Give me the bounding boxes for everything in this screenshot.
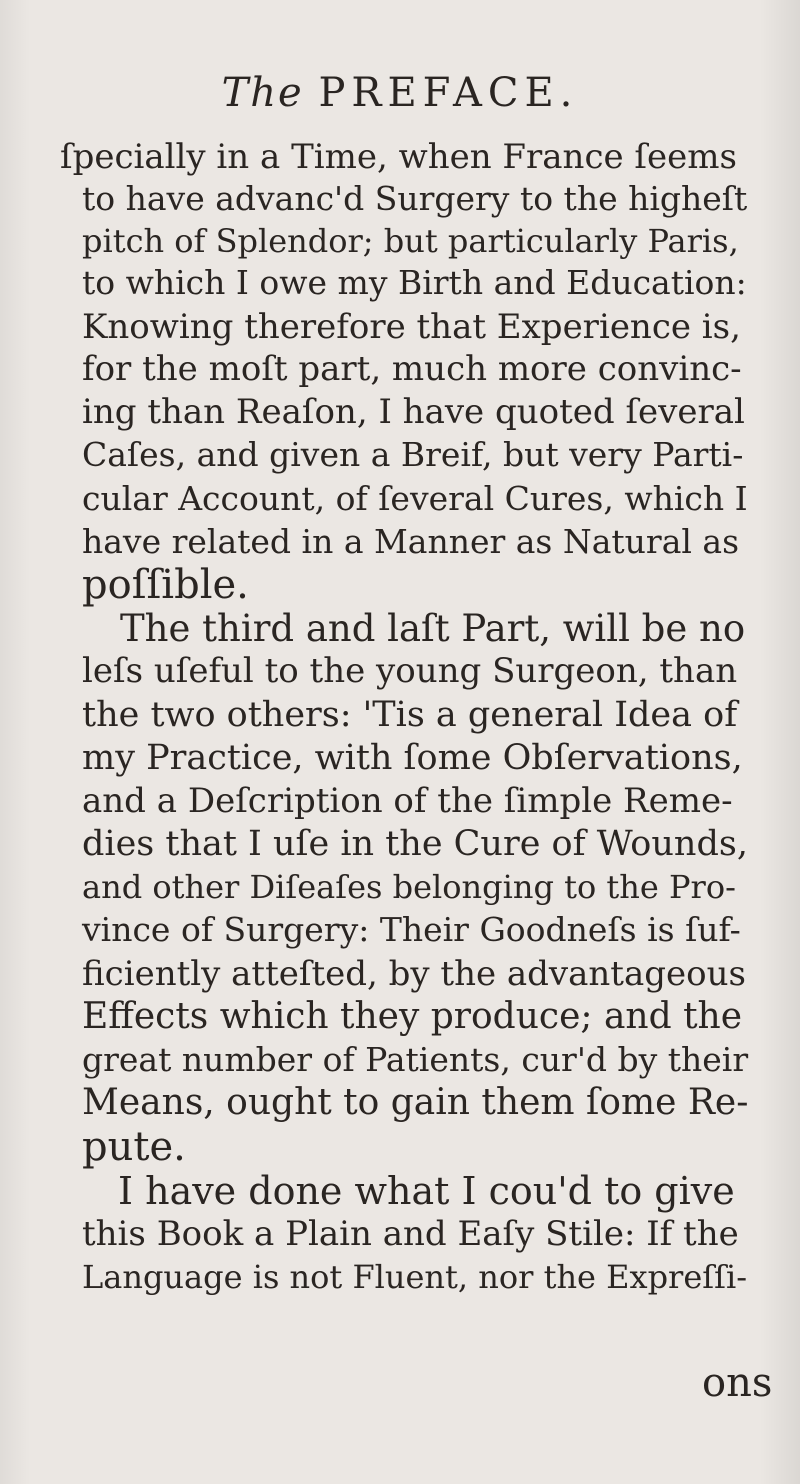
text-line: ſpecially in a Time, when France ſeems	[60, 137, 737, 177]
text-line: for the moſt part, much more convinc-	[82, 349, 742, 389]
text-line: Means, ought to gain them ſome Re-	[82, 1082, 749, 1123]
text-line: my Practice, with ſome Obſervations,	[82, 738, 743, 778]
text-line: the two others: 'Tis a general Idea of	[82, 695, 738, 735]
text-line: leſs uſeful to the young Surgeon, than	[82, 651, 738, 691]
running-head	[0, 68, 800, 118]
running-head-title: PREFACE.	[318, 70, 579, 116]
text-line: pitch of Splendor; but particularly Paris,	[82, 222, 739, 260]
text-line: The third and laſt Part, will be no	[120, 607, 746, 650]
text-line: Knowing therefore that Experience is,	[82, 307, 741, 347]
text-line: cular Account, of ſeveral Cures, which I	[82, 479, 748, 518]
text-line: ing than Reaſon, I have quoted ſeveral	[82, 392, 745, 432]
text-line: and other Diſeaſes belonging to the Pro-	[82, 868, 736, 906]
text-line: great number of Patients, cur'd by their	[82, 1040, 749, 1079]
text-line: to have advanc'd Surgery to the higheſt	[82, 179, 748, 218]
text-line: and a Deſcription of the ſimple Reme-	[82, 781, 733, 821]
text-line: this Book a Plain and Eaſy Stile: If the	[82, 1214, 739, 1254]
text-line: dies that I uſe in the Cure of Wounds,	[82, 824, 748, 864]
running-head-article: The	[221, 70, 304, 116]
text-line: have related in a Manner as Natural as	[82, 522, 740, 561]
text-line: Effects which they produce; and the	[82, 996, 743, 1037]
text-line: ficiently atteſted, by the advantageous	[82, 954, 746, 994]
text-line: pute.	[82, 1124, 186, 1170]
text-line: I have done what I cou'd to give	[118, 1169, 735, 1213]
text-line: Caſes, and given a Breif, but very Parti-	[82, 435, 744, 474]
text-line: Language is not Fluent, nor the Expreſſi-	[82, 1258, 748, 1296]
catchword: ons	[702, 1360, 773, 1406]
text-line: to which I owe my Birth and Education:	[82, 263, 747, 302]
text-line: poſſible.	[82, 562, 249, 608]
text-line: vince of Surgery: Their Goodneſs is ſuf-	[82, 910, 741, 949]
